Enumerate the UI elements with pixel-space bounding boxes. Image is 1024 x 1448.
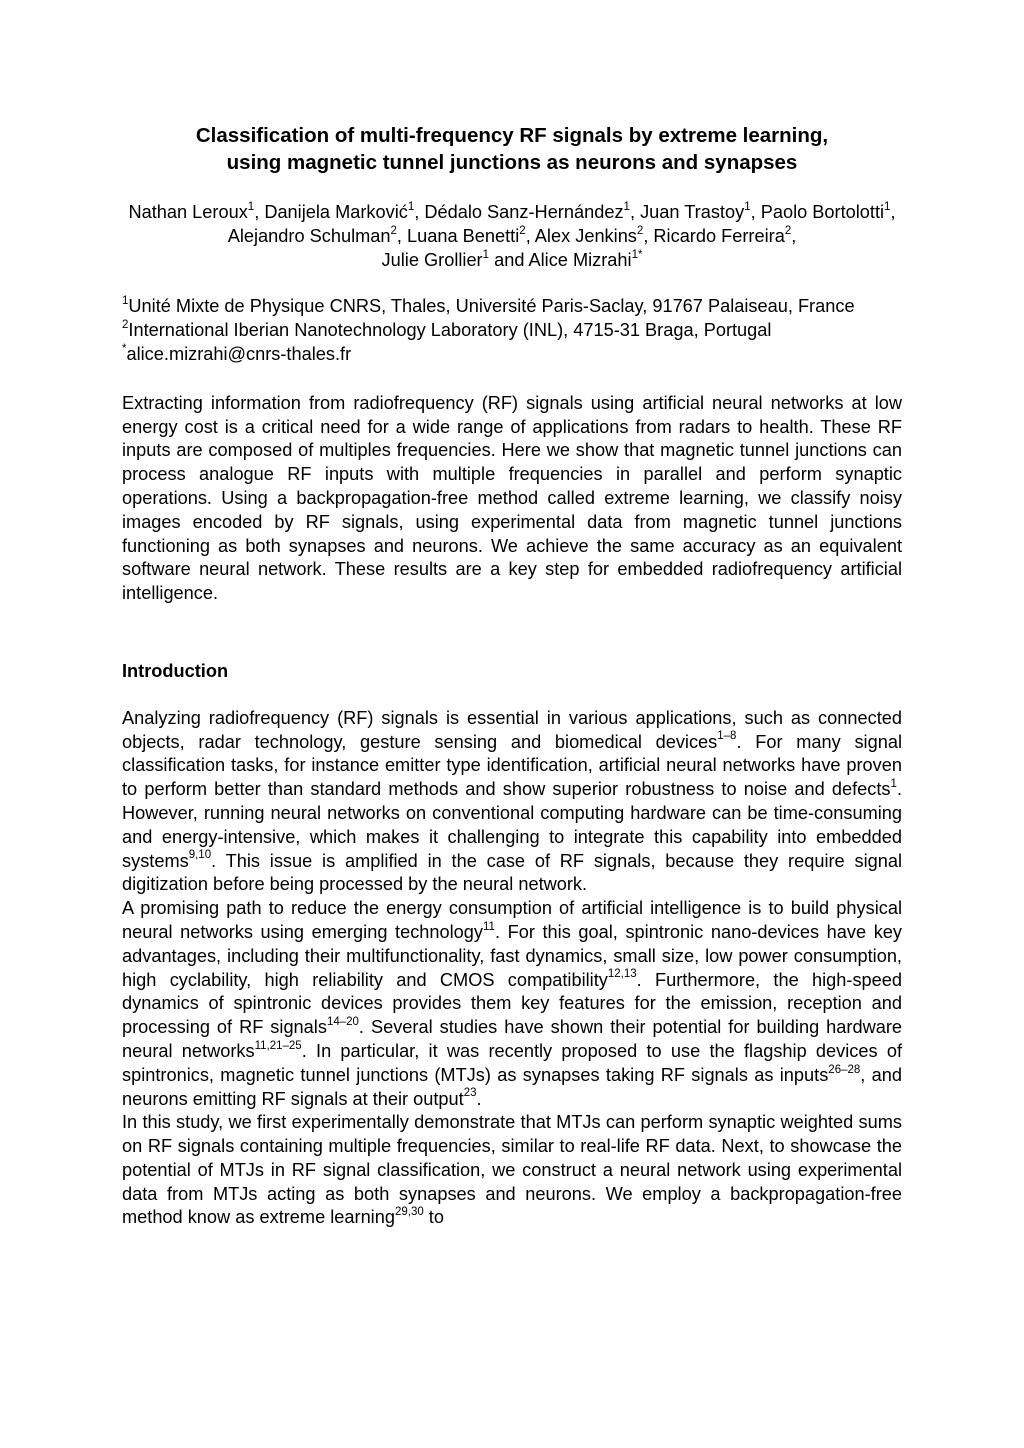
author-separator: , <box>396 225 408 246</box>
paragraph-text-run: . This issue is amplified in the case of RF signals, because they require signal digitization before being processed by the neural network. <box>122 850 902 895</box>
author-separator: , <box>629 202 641 222</box>
author-affiliation-mark: 1 <box>407 200 415 213</box>
affiliation-text: International Iberian Nanotechnology Laboratory (INL), 4715-31 Braga, Portugal <box>128 320 772 341</box>
title-line-2: using magnetic tunnel junctions as neurons and synapses <box>226 151 798 174</box>
paragraph-text-run: . Several studies have shown their potential for building hardware neural networks <box>122 1017 903 1061</box>
author-separator: , <box>254 202 265 222</box>
paper-title <box>122 122 902 176</box>
citation-reference[interactable]: 1–8 <box>717 730 737 743</box>
author-name: Alice Mizrahi <box>528 249 632 270</box>
author-affiliation-mark: 2 <box>636 224 644 237</box>
author-name: Danijela Marković <box>264 202 408 222</box>
affiliation-1 <box>122 295 902 319</box>
paragraph-text-run: , and neurons emitting RF signals at their output <box>122 1064 902 1109</box>
email-link[interactable]: alice.mizrahi@cnrs-thales.fr <box>126 343 352 364</box>
abstract: Extracting information from radiofrequency (RF) signals using artificial neural networks at low energy cost is a critical need for a wide range of applications from radars to health. These RF inputs are composed of multiples frequencies. Here we show that magnetic tunnel junctions can process analogue RF inputs with multiple frequencies in parallel and perform synaptic operations. Using a backpropagation-free method called extreme learning, we classify noisy images encoded by RF signals, using experimental data from magnetic tunnel junctions functioning as both synapses and neurons. We achieve the same accuracy as an equivalent software neural network. These results are a key step for embedded radiofrequency artificial intelligence. <box>122 392 902 604</box>
citation-reference[interactable]: 9,10 <box>188 849 212 862</box>
citation-reference[interactable]: 11 <box>483 920 495 933</box>
intro-paragraph <box>122 707 902 897</box>
author-name: Alex Jenkins <box>534 225 637 246</box>
citation-reference[interactable]: 11,21–25 <box>254 1039 302 1052</box>
affiliation-text: Unité Mixte de Physique CNRS, Thales, Université Paris-Saclay, 91767 Palaiseau, France <box>128 296 855 317</box>
paragraph-text-run: Analyzing radiofrequency (RF) signals is essential in various applications, such as connected objects, radar technology, gesture sensing and biomedical devices <box>122 707 902 752</box>
citation-reference[interactable]: 29,30 <box>394 1206 424 1219</box>
author-affiliation-mark: 1 <box>623 200 630 213</box>
author-name: Julie Grollier <box>381 249 483 270</box>
author-separator: , <box>414 202 425 222</box>
author-name: Alejandro Schulman <box>227 225 391 246</box>
citation-reference[interactable]: 14–20 <box>326 1016 359 1029</box>
email-mark: * <box>122 342 127 355</box>
paragraph-text-run: In this study, we first experimentally demonstrate that MTJs can perform synaptic weighted sums on RF signals containing multiple frequencies, similar to real-life RF data. Next, to showcase the potential of MTJs in RF signal classification, we construct a neural network using experimental data from MTJs acting as both synapses and neurons. We employ a backpropagation-free method know as extreme learning <box>122 1112 902 1228</box>
author-separator: , <box>643 225 654 246</box>
author-list <box>122 201 902 272</box>
author-affiliation-mark: 1* <box>631 248 643 261</box>
citation-reference[interactable]: 12,13 <box>607 968 637 981</box>
affiliation-2 <box>122 319 902 343</box>
affiliations <box>122 295 902 366</box>
author-affiliation-mark: 1 <box>744 200 751 213</box>
citation-reference[interactable]: 26–28 <box>828 1063 861 1076</box>
affiliation-mark: 2 <box>122 319 129 332</box>
paragraph-text-run: A promising path to reduce the energy consumption of artificial intelligence is to build physical neural networks using emerging technology <box>122 898 902 942</box>
affiliation-mark: 1 <box>122 295 129 308</box>
author-affiliation-mark: 1 <box>482 248 490 261</box>
author-separator: and <box>489 249 529 270</box>
intro-paragraph <box>122 897 902 1111</box>
section-heading-introduction: Introduction <box>122 660 229 681</box>
paragraph-text-run: . <box>476 1088 482 1109</box>
citation-reference[interactable]: 23 <box>463 1087 477 1100</box>
author-line-1 <box>122 201 902 249</box>
author-name: Dédalo Sanz-Hernández <box>424 202 624 222</box>
author-name: Nathan Leroux <box>128 202 248 222</box>
paper-page <box>122 122 902 1230</box>
author-separator: , <box>890 202 896 222</box>
author-affiliation-mark: 1 <box>884 200 891 213</box>
author-line-2 <box>122 249 902 273</box>
title-line-1: Classification of multi-frequency RF signals by extreme learning, <box>195 124 829 147</box>
citation-reference[interactable]: 1 <box>890 778 897 791</box>
author-separator: , <box>791 225 797 246</box>
author-name: Juan Trastoy <box>640 202 745 222</box>
author-affiliation-mark: 1 <box>247 200 255 213</box>
corresponding-email <box>122 343 902 367</box>
author-affiliation-mark: 2 <box>390 224 397 237</box>
author-name: Ricardo Ferreira <box>653 225 785 246</box>
paragraph-text-run: . However, running neural networks on conventional computing hardware can be time-consuming and energy-intensive, which makes it challenging to integrate this capability into embedded systems <box>122 779 902 871</box>
author-name: Paolo Bortolotti <box>760 202 885 222</box>
introduction-body <box>122 707 902 1231</box>
paragraph-text-run: . For this goal, spintronic nano-devices have key advantages, including their multifunctionality, fast dynamics, small size, low power consumption, high cyclability, high reliability and CMOS compatibility <box>122 921 902 990</box>
paragraph-text-run: . Furthermore, the high-speed dynamics of spintronic devices provides them key features for the emission, reception and processing of RF signals <box>122 969 902 1038</box>
author-separator: , <box>750 202 761 222</box>
author-name: Luana Benetti <box>407 225 520 246</box>
author-separator: , <box>525 225 535 246</box>
paragraph-text-run: to <box>423 1207 444 1228</box>
author-affiliation-mark: 2 <box>519 224 526 237</box>
paragraph-text-run: . For many signal classification tasks, for instance emitter type identification, artificial neural networks have proven to perform better than standard methods and show superior robustness to noise and defects <box>122 731 902 800</box>
intro-paragraph <box>122 1111 902 1230</box>
author-affiliation-mark: 2 <box>784 224 792 237</box>
paragraph-text-run: . In particular, it was recently proposed to use the flagship devices of spintronics, magnetic tunnel junctions (MTJs) as synapses taking RF signals as inputs <box>122 1040 903 1085</box>
